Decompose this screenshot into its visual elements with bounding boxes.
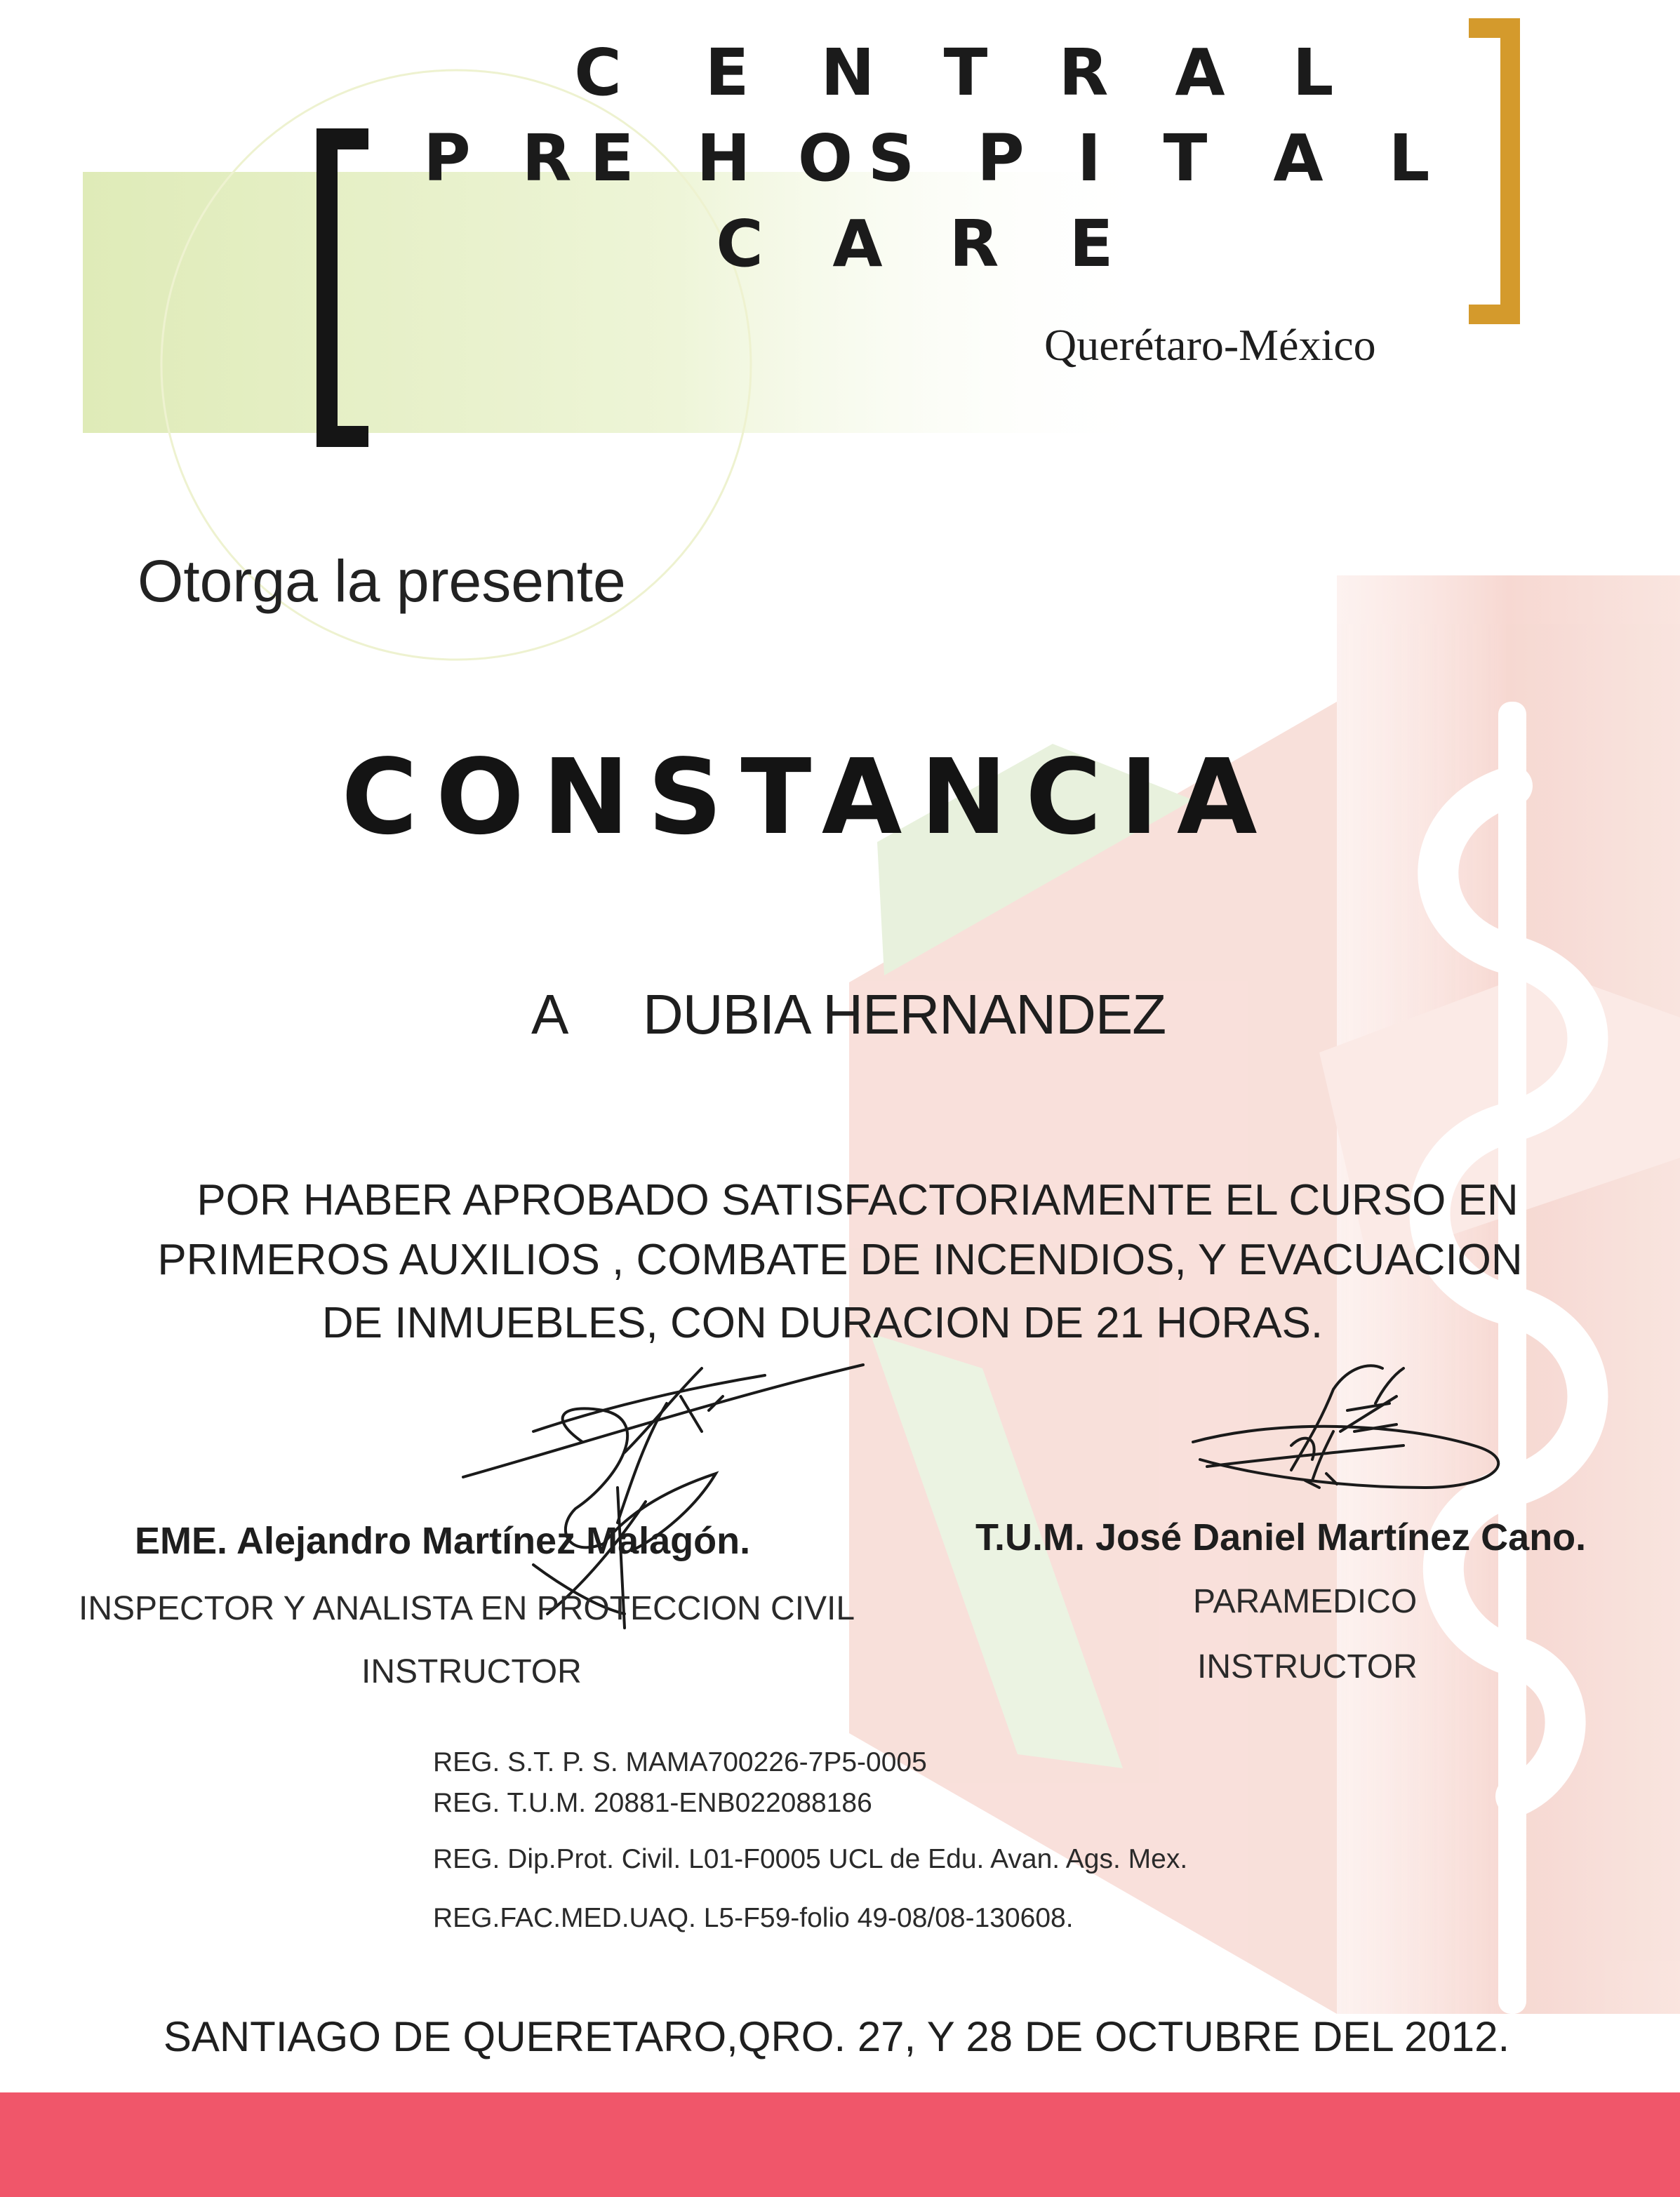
certificate-title: CONSTANCIA <box>341 737 1276 857</box>
bottom-band <box>0 2092 1680 2197</box>
recipient-name: DUBIA HERNANDEZ <box>643 983 1166 1046</box>
body-line-2: PRIMEROS AUXILIOS , COMBATE DE INCENDIOS, Y EVACUACION <box>157 1236 1523 1284</box>
logo-location: Querétaro-México <box>1044 320 1376 370</box>
signatory-2-name: T.U.M. José Daniel Martínez Cano. <box>975 1516 1587 1558</box>
signatory-1-role: INSPECTOR Y ANALISTA EN PROTECCION CIVIL <box>79 1590 855 1627</box>
left-bracket <box>327 139 368 436</box>
registration-line-2: REG. T.U.M. 20881-ENB022088186 <box>433 1788 872 1818</box>
recipient-prefix: A <box>531 983 569 1046</box>
logo-line-central: C E N T R A L <box>574 35 1334 110</box>
body-line-3: DE INMUEBLES, CON DURACION DE 21 HORAS. <box>321 1299 1324 1347</box>
registration-line-1: REG. S.T. P. S. MAMA700226-7P5-0005 <box>433 1747 927 1777</box>
registration-line-4: REG.FAC.MED.UAQ. L5-F59-folio 49-08/08-130608. <box>433 1903 1074 1933</box>
place-and-date: SANTIAGO DE QUERETARO,QRO. 27, Y 28 DE OCTUBRE DEL 2012. <box>163 2013 1510 2060</box>
logo-line-care: C A R E <box>716 206 1114 281</box>
body-line-1: POR HABER APROBADO SATISFACTORIAMENTE EL CURSO EN <box>196 1176 1519 1224</box>
logo-line-prehospital: P R E H O S P I T A L <box>423 121 1430 196</box>
signatory-2-role-2: INSTRUCTOR <box>1197 1648 1418 1685</box>
registration-line-3: REG. Dip.Prot. Civil. L01-F0005 UCL de Edu. Avan. Ags. Mex. <box>433 1844 1188 1874</box>
signatory-2-role: PARAMEDICO <box>1193 1583 1418 1620</box>
intro-text: Otorga la presente <box>138 548 626 614</box>
signatory-1-name: EME. Alejandro Martínez Malagón. <box>135 1520 751 1562</box>
signatory-1-role-2: INSTRUCTOR <box>361 1653 582 1690</box>
right-bracket <box>1469 28 1510 314</box>
